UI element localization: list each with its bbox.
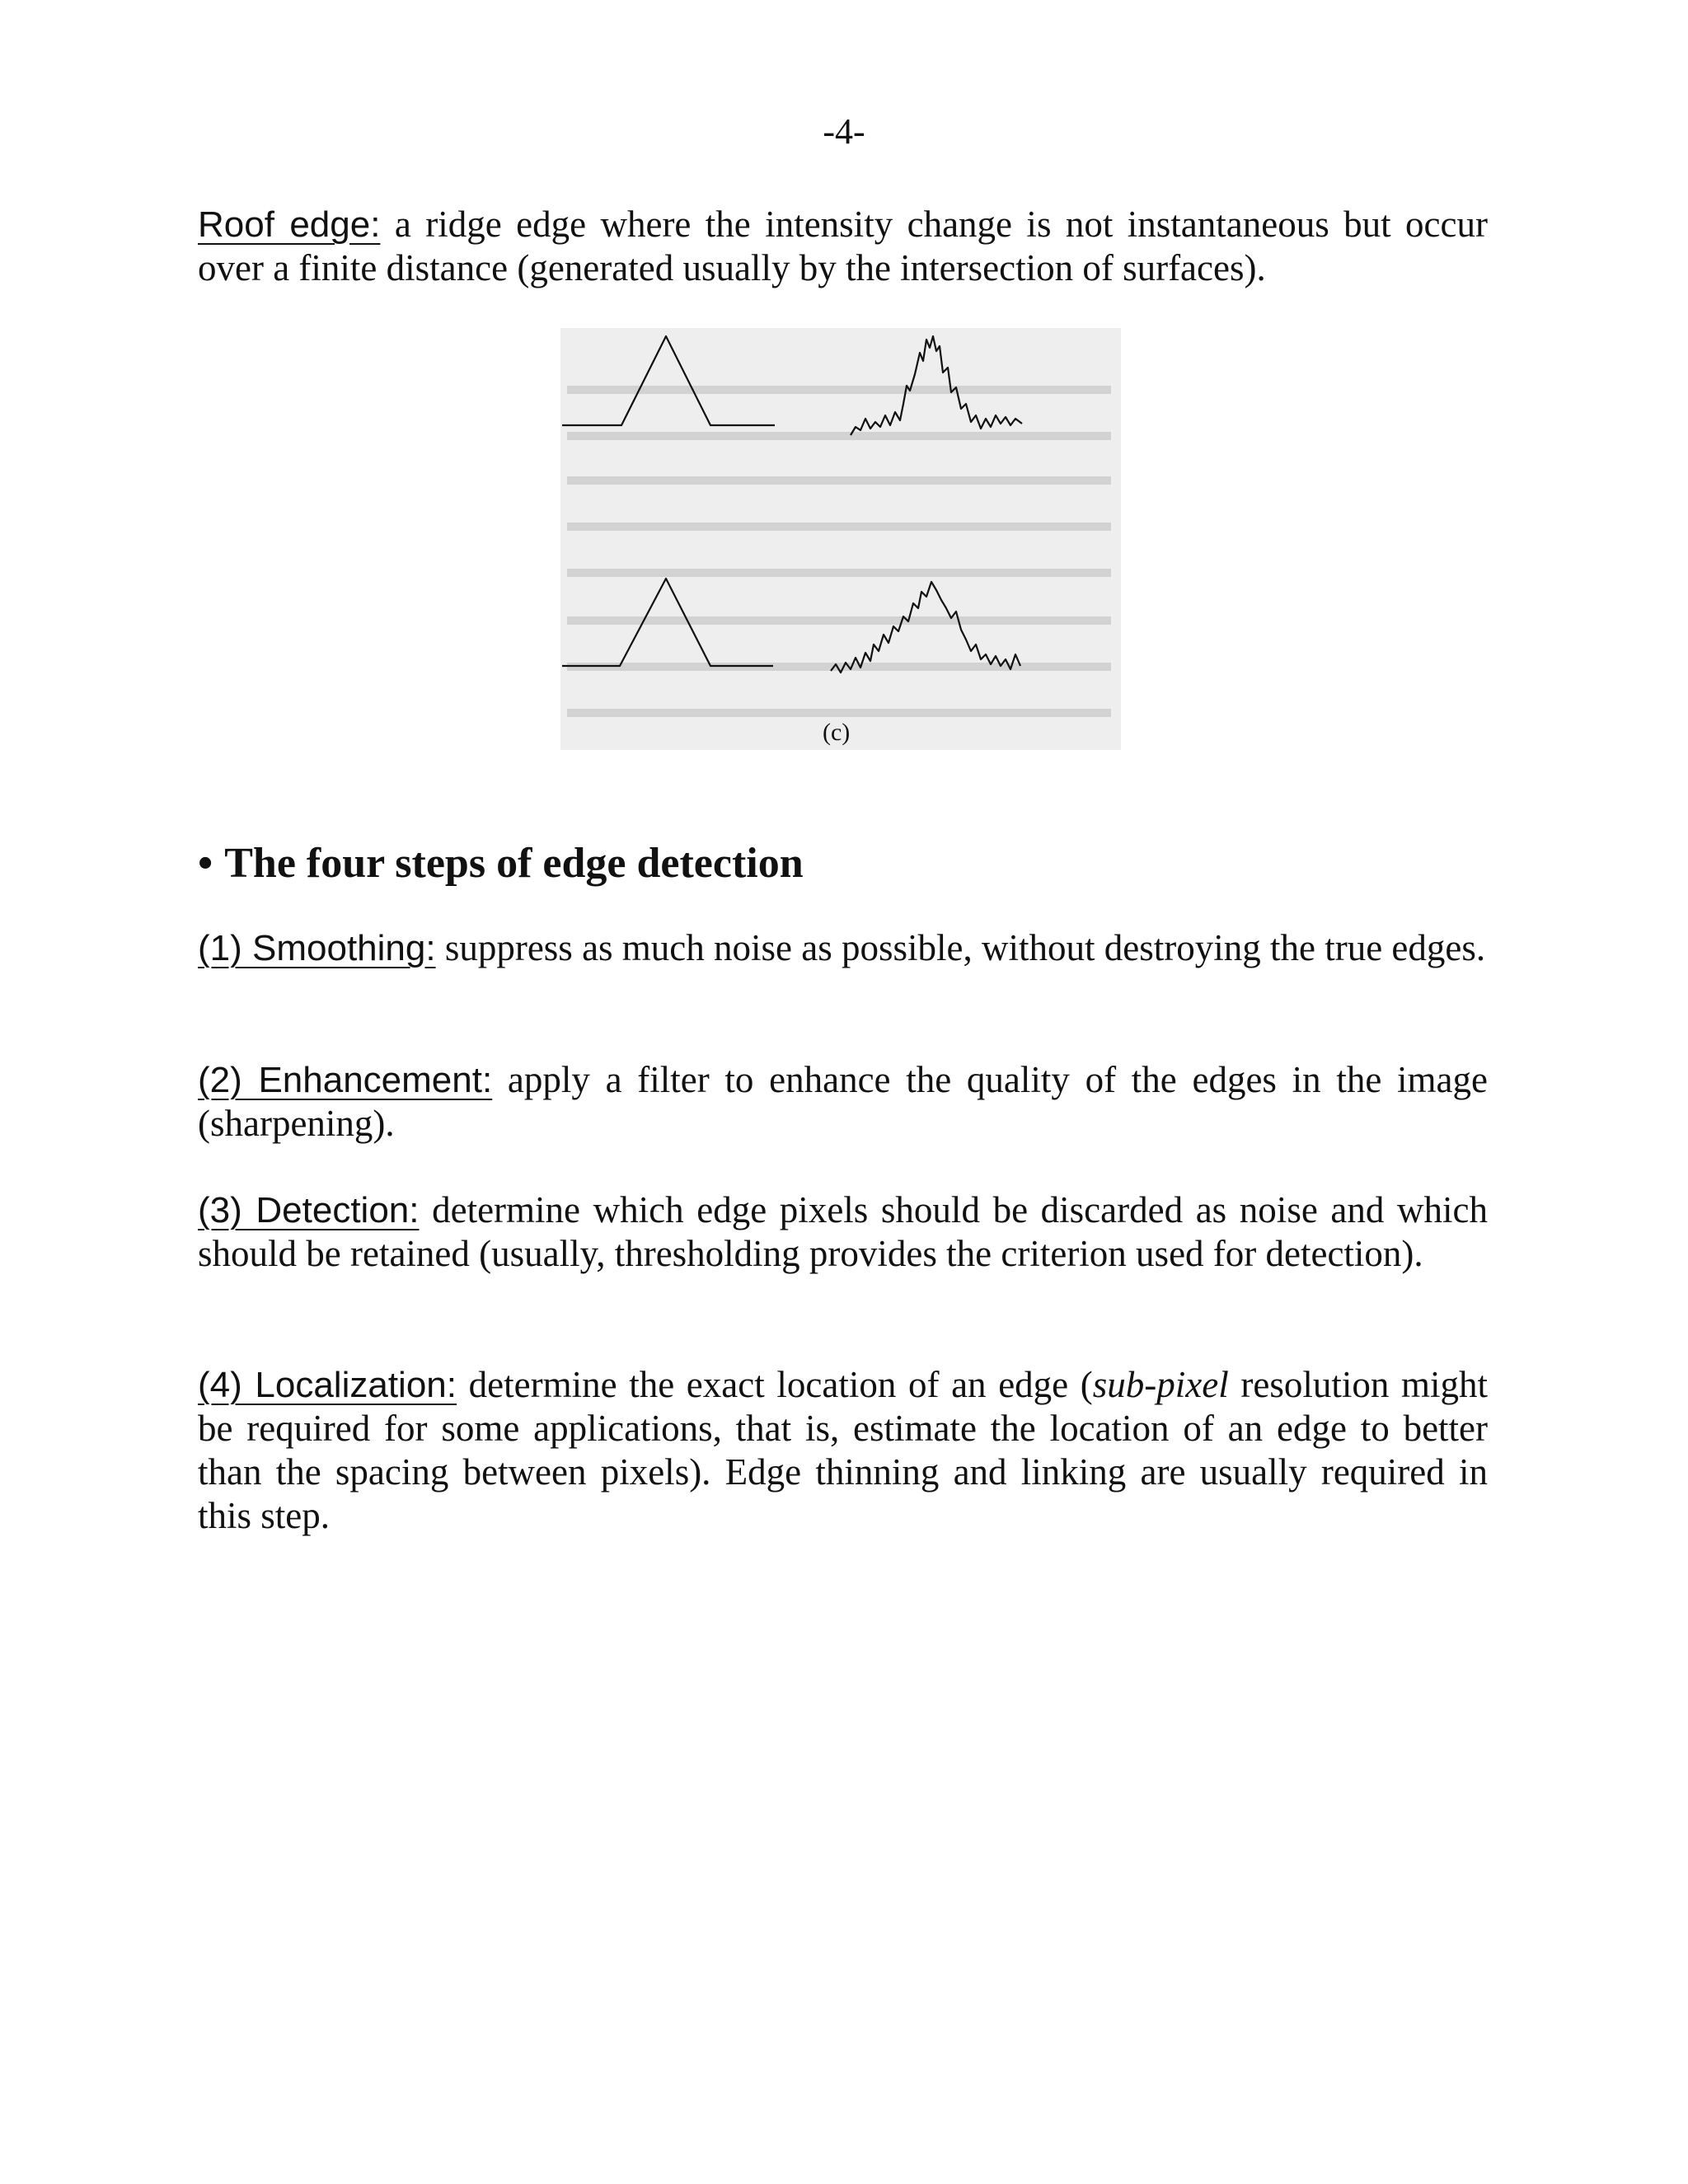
step-text: determine the exact location of an edge ( <box>457 1364 1093 1405</box>
step-term: (3) Detection: <box>198 1190 420 1230</box>
step-enhancement <box>198 1058 1488 1146</box>
section-heading-text: The four steps of edge detection <box>224 840 804 887</box>
roof-edge-figure <box>560 328 1121 750</box>
figure-caption: (c) <box>823 719 851 746</box>
step-detection <box>198 1188 1488 1276</box>
section-heading <box>198 839 804 888</box>
roof-edge-definition <box>198 203 1488 290</box>
step-term: (2) Enhancement: <box>198 1060 493 1100</box>
roof-edge-text: a ridge edge where the intensity change is not instantaneous but occur over a finite distance (generated usually by the intersection of surfaces). <box>198 204 1488 288</box>
step-text-after: resolution might be required for some applications, that is, estimate the location of an edge to better than the spacing between pixels). Edge thinning and linking are usually required in this step. <box>198 1364 1488 1536</box>
step-term: (1) Smoothing: <box>198 928 436 968</box>
step-text: determine which edge pixels should be discarded as noise and which should be retained (usually, thresholding provides the criterion used for detection). <box>198 1189 1488 1274</box>
step-localization <box>198 1363 1488 1538</box>
step-text: suppress as much noise as possible, without destroying the true edges. <box>435 927 1486 968</box>
step-term: (4) Localization: <box>198 1365 457 1405</box>
step-emphasis: sub-pixel <box>1092 1364 1229 1405</box>
step-text: apply a filter to enhance the quality of the edges in the image (sharpening). <box>198 1059 1488 1144</box>
page-number: -4- <box>823 111 865 152</box>
step-smoothing <box>198 926 1488 970</box>
bullet-icon: • <box>198 840 213 887</box>
roof-edge-term: Roof edge: <box>198 204 381 245</box>
